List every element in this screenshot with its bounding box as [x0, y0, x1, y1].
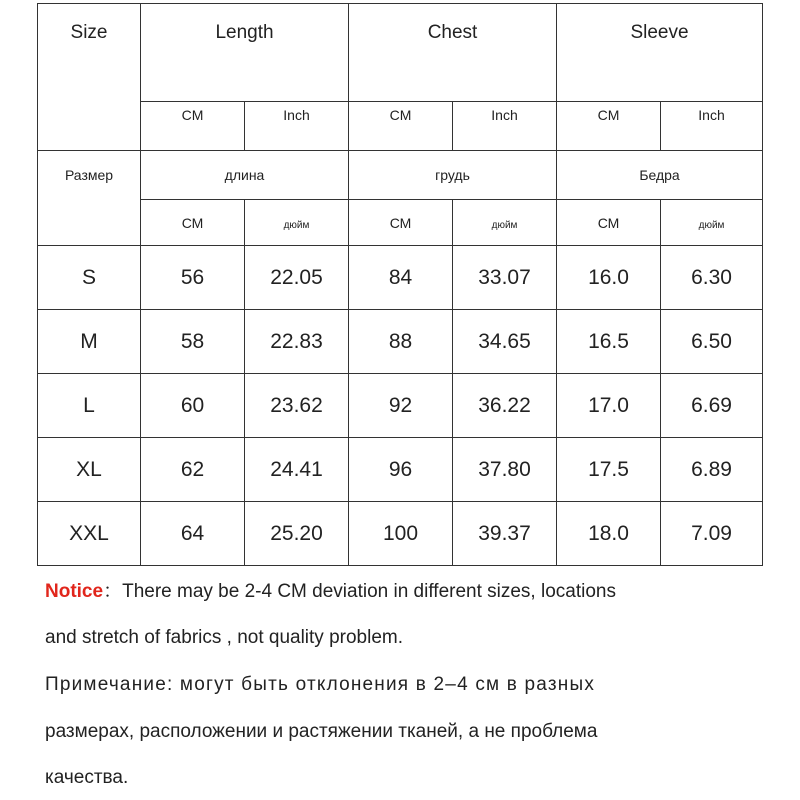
- unit-inch: Inch: [245, 102, 349, 151]
- length-cm-cell: 64: [141, 502, 245, 566]
- sleeve-inch-cell: 6.69: [661, 374, 763, 438]
- header-size-en: Size: [38, 4, 141, 151]
- length-cm-cell: 62: [141, 438, 245, 502]
- table-row: [38, 310, 763, 374]
- length-inch-cell: 23.62: [245, 374, 349, 438]
- header-length-en: Length: [141, 4, 349, 102]
- sleeve-inch-cell: 7.09: [661, 502, 763, 566]
- notice-ru-line-1: Примечание: могут быть отклонения в 2–4 см в разных: [45, 674, 596, 695]
- sleeve-cm-cell: 17.5: [557, 438, 661, 502]
- table-row: [38, 438, 763, 502]
- unit-inch-ru: дюйм: [453, 200, 557, 246]
- size-cell: S: [38, 246, 141, 310]
- size-chart-table: [37, 3, 763, 566]
- unit-cm: CM: [141, 102, 245, 151]
- table-row: [38, 374, 763, 438]
- unit-cm: CM: [349, 102, 453, 151]
- header-size-ru: Размер: [38, 151, 141, 246]
- notice-label: Notice: [45, 581, 104, 602]
- size-cell: XXL: [38, 502, 141, 566]
- length-cm-cell: 60: [141, 374, 245, 438]
- header-en-units-row: [38, 102, 763, 151]
- length-inch-cell: 24.41: [245, 438, 349, 502]
- sleeve-inch-cell: 6.30: [661, 246, 763, 310]
- chest-cm-cell: 100: [349, 502, 453, 566]
- chest-cm-cell: 88: [349, 310, 453, 374]
- header-sleeve-en: Sleeve: [557, 4, 763, 102]
- notice-separator: ：: [103, 581, 123, 602]
- header-en-row: [38, 4, 763, 102]
- sleeve-cm-cell: 16.0: [557, 246, 661, 310]
- unit-cm: CM: [557, 102, 661, 151]
- header-chest-en: Chest: [349, 4, 557, 102]
- sleeve-inch-cell: 6.50: [661, 310, 763, 374]
- header-sleeve-ru: Бедра: [557, 151, 763, 200]
- notice-en-line-2: and stretch of fabrics , not quality problem.: [45, 627, 404, 648]
- length-cm-cell: 56: [141, 246, 245, 310]
- table-row: [38, 502, 763, 566]
- notice-ru-line-2: размерах, расположении и растяжении тканей, а не проблема: [45, 721, 598, 742]
- notice-en-text-1: There may be 2-4 CM deviation in different sizes, locations: [122, 581, 616, 602]
- unit-inch-ru: дюйм: [245, 200, 349, 246]
- header-ru-row: [38, 151, 763, 200]
- chest-inch-cell: 36.22: [453, 374, 557, 438]
- size-cell: M: [38, 310, 141, 374]
- sleeve-cm-cell: 18.0: [557, 502, 661, 566]
- length-inch-cell: 22.05: [245, 246, 349, 310]
- header-ru-units-row: [38, 200, 763, 246]
- length-inch-cell: 22.83: [245, 310, 349, 374]
- chest-inch-cell: 37.80: [453, 438, 557, 502]
- length-cm-cell: 58: [141, 310, 245, 374]
- sleeve-cm-cell: 17.0: [557, 374, 661, 438]
- size-cell: XL: [38, 438, 141, 502]
- unit-inch-ru: дюйм: [661, 200, 763, 246]
- length-inch-cell: 25.20: [245, 502, 349, 566]
- notice-ru-line-3: качества.: [45, 767, 129, 788]
- unit-cm-ru: СМ: [557, 200, 661, 246]
- chest-cm-cell: 92: [349, 374, 453, 438]
- size-cell: L: [38, 374, 141, 438]
- chest-inch-cell: 33.07: [453, 246, 557, 310]
- table-row: [38, 246, 763, 310]
- sleeve-inch-cell: 6.89: [661, 438, 763, 502]
- header-length-ru: длина: [141, 151, 349, 200]
- chest-inch-cell: 34.65: [453, 310, 557, 374]
- chest-cm-cell: 84: [349, 246, 453, 310]
- chest-inch-cell: 39.37: [453, 502, 557, 566]
- notice-en-line-1: [45, 580, 616, 604]
- unit-cm-ru: СМ: [349, 200, 453, 246]
- header-chest-ru: грудь: [349, 151, 557, 200]
- unit-cm-ru: СМ: [141, 200, 245, 246]
- sleeve-cm-cell: 16.5: [557, 310, 661, 374]
- unit-inch: Inch: [453, 102, 557, 151]
- chest-cm-cell: 96: [349, 438, 453, 502]
- unit-inch: Inch: [661, 102, 763, 151]
